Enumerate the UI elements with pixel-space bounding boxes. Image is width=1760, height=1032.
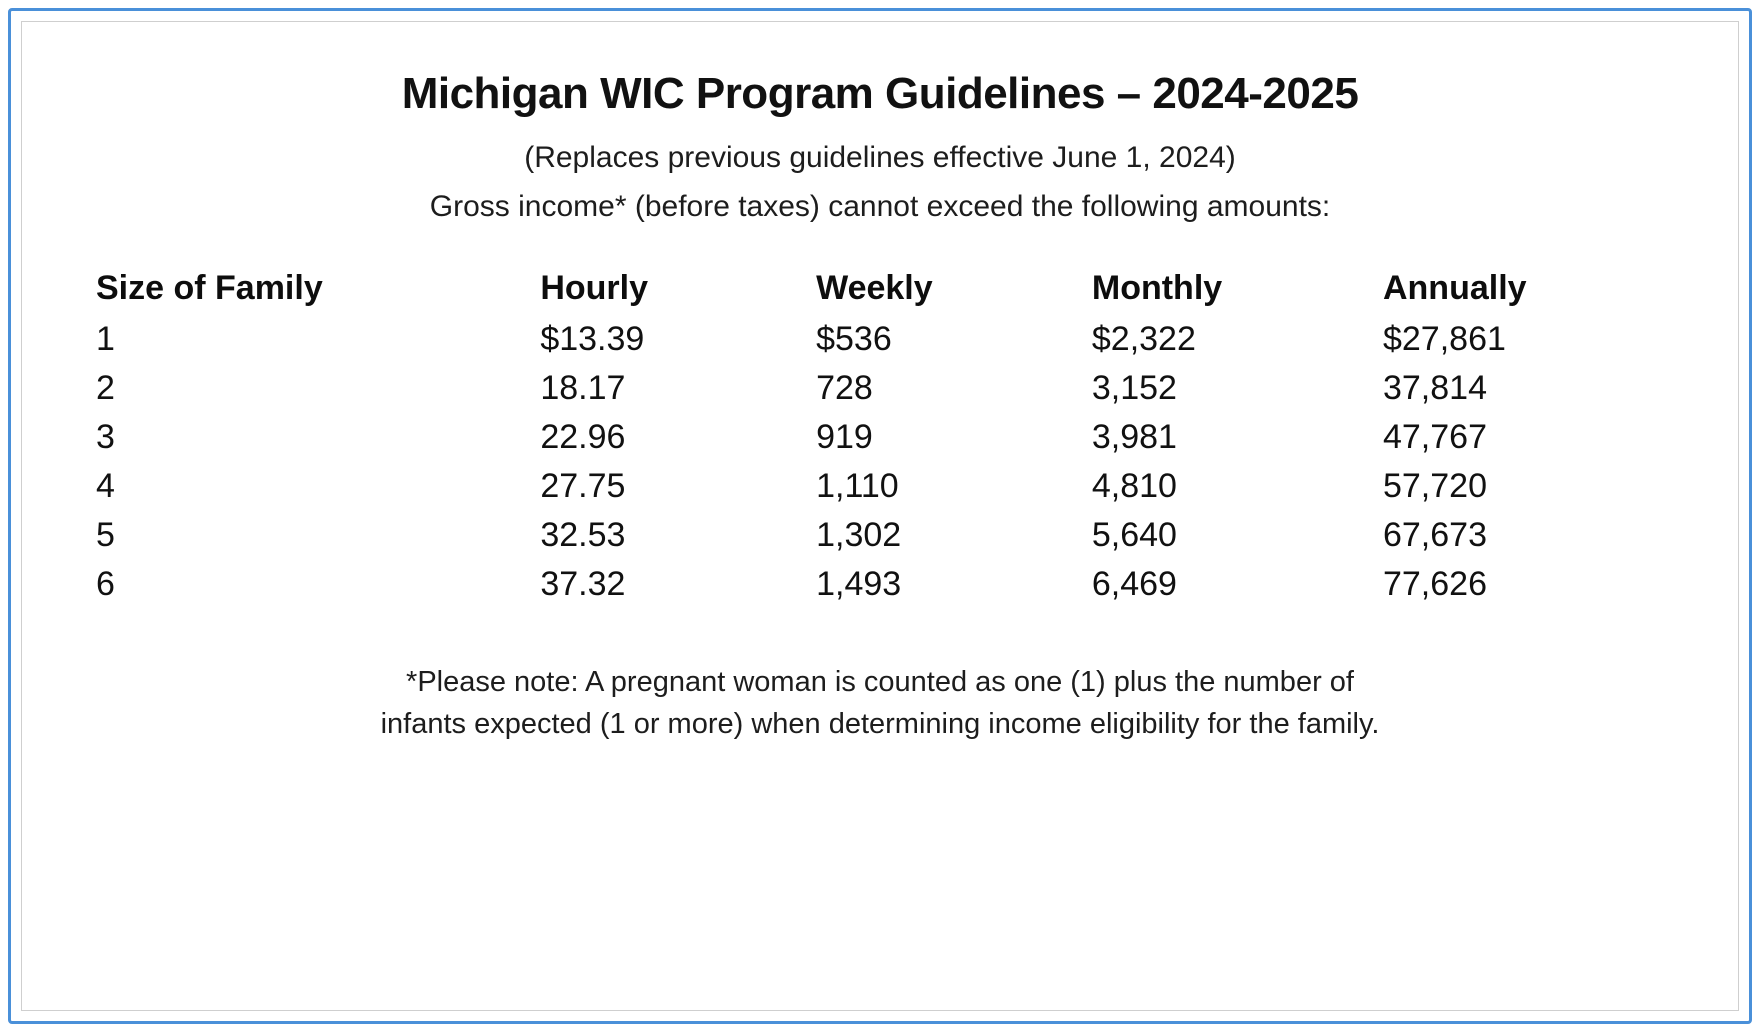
cell-annually: 47,767: [1382, 418, 1487, 457]
cell-family-size: 2: [96, 369, 115, 408]
table-row: [96, 462, 1628, 511]
card-inner: [21, 21, 1739, 1011]
guidelines-card: [8, 8, 1752, 1024]
table-header-row: [96, 269, 1628, 312]
cell-monthly: 5,640: [1091, 516, 1177, 555]
table-row: [96, 413, 1628, 462]
cell-annually: 37,814: [1382, 369, 1487, 408]
cell-weekly: 728: [816, 369, 873, 408]
table-row: [96, 364, 1628, 413]
cell-hourly: 22.96: [540, 418, 626, 457]
cell-weekly: $536: [816, 320, 892, 359]
cell-family-size: 1: [96, 320, 115, 359]
footnote-line-2: infants expected (1 or more) when determining income eligibility for the family.: [380, 708, 1380, 741]
table-body: [96, 312, 1628, 609]
table-row: [96, 560, 1628, 609]
cell-monthly: 3,981: [1091, 418, 1177, 457]
column-header-weekly: Weekly: [816, 269, 933, 308]
cell-hourly: 37.32: [540, 565, 626, 604]
column-header-size-of-family: Size of Family: [96, 269, 323, 308]
cell-hourly: $13.39: [540, 320, 645, 359]
cell-annually: 57,720: [1382, 467, 1487, 506]
cell-family-size: 6: [96, 565, 115, 604]
cell-family-size: 5: [96, 516, 115, 555]
table-row: [96, 312, 1628, 364]
footnote-line-1: *Please note: A pregnant woman is counted as one (1) plus the number of: [406, 666, 1354, 699]
cell-monthly: 4,810: [1091, 467, 1177, 506]
subtitle-replaces: (Replaces previous guidelines effective June 1, 2024): [524, 141, 1236, 175]
cell-hourly: 32.53: [540, 516, 626, 555]
column-header-hourly: Hourly: [540, 269, 648, 308]
cell-family-size: 4: [96, 467, 115, 506]
cell-hourly: 18.17: [540, 369, 626, 408]
income-guidelines-table: [96, 269, 1628, 609]
cell-weekly: 1,110: [816, 467, 899, 506]
footnote: [82, 661, 1678, 745]
cell-weekly: 919: [816, 418, 873, 457]
page-title: Michigan WIC Program Guidelines – 2024-2025: [401, 69, 1359, 118]
cell-monthly: $2,322: [1091, 320, 1196, 359]
subtitle-gross-income: Gross income* (before taxes) cannot exceed the following amounts:: [429, 189, 1331, 223]
cell-annually: 67,673: [1382, 516, 1487, 555]
cell-weekly: 1,302: [816, 516, 902, 555]
cell-monthly: 6,469: [1091, 565, 1177, 604]
column-header-monthly: Monthly: [1091, 269, 1223, 308]
cell-hourly: 27.75: [540, 467, 626, 506]
table-header: [96, 269, 1628, 312]
table-row: [96, 511, 1628, 560]
cell-family-size: 3: [96, 418, 115, 457]
column-header-annually: Annually: [1382, 269, 1527, 308]
cell-monthly: 3,152: [1091, 369, 1177, 408]
cell-annually: $27,861: [1382, 320, 1506, 359]
cell-weekly: 1,493: [816, 565, 902, 604]
cell-annually: 77,626: [1382, 565, 1487, 604]
